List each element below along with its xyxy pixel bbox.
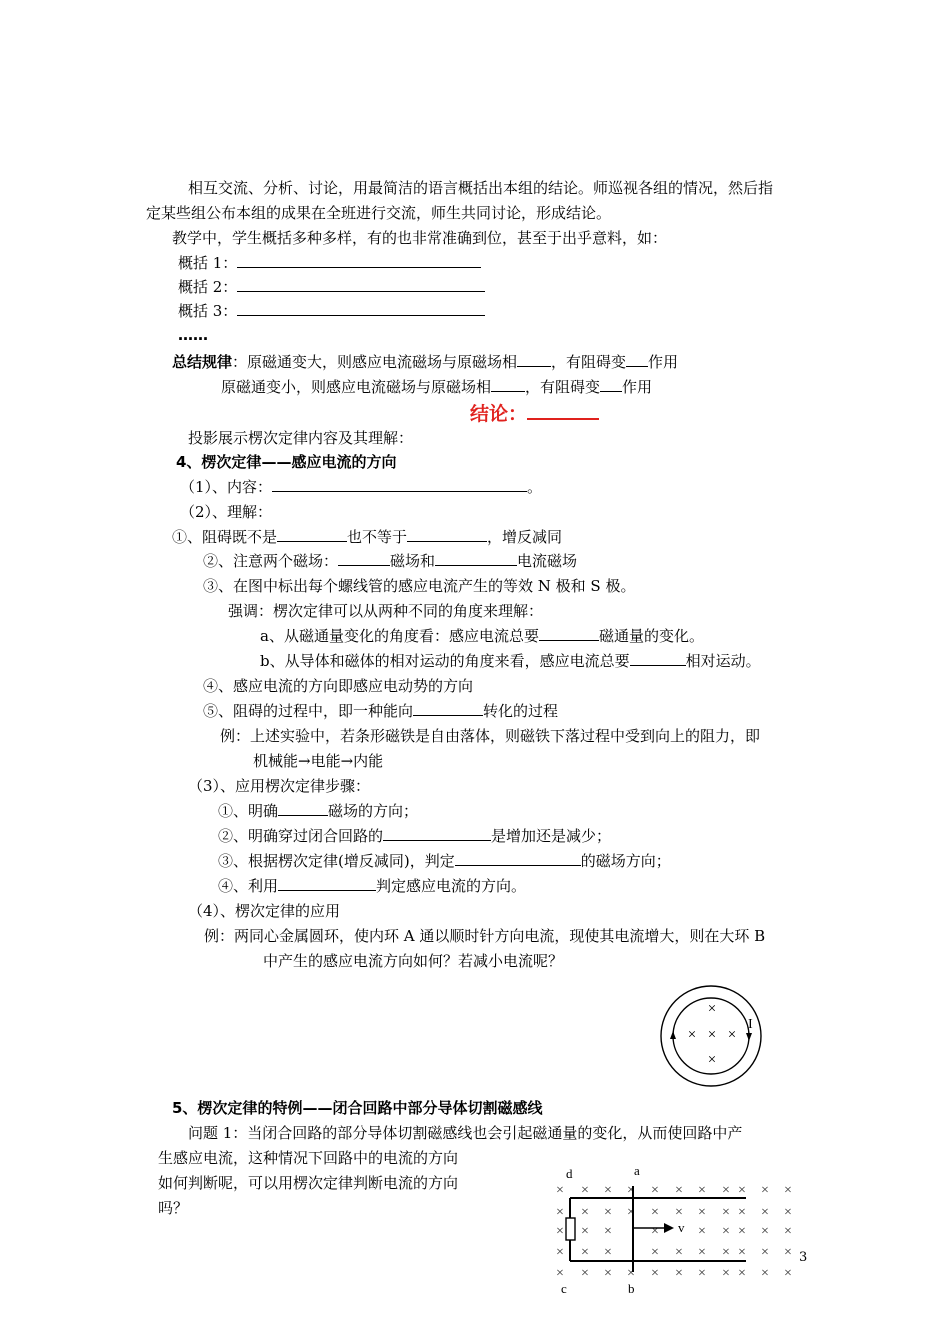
question-1-cont-1: 生感应电流，这种情况下回路中的电流的方向 (158, 1149, 459, 1167)
svg-text:×: × (784, 1183, 792, 1198)
svg-text:×: × (784, 1205, 792, 1220)
svg-text:×: × (651, 1205, 659, 1220)
para-1: 相互交流、分析、讨论，用最简洁的语言概括出本组的结论。师巡视各组的情况，然后指 (188, 179, 774, 197)
svg-text:×: × (556, 1266, 564, 1281)
svg-text:×: × (722, 1224, 730, 1239)
svg-text:×: × (581, 1245, 589, 1260)
svg-text:×: × (784, 1224, 792, 1239)
svg-text:×: × (761, 1224, 769, 1239)
label-d: d (566, 1166, 573, 1181)
point-2: ②、注意两个磁场： 磁场和 电流磁场 (203, 552, 578, 570)
emphasis: 强调：楞次定律可以从两种不同的角度来理解： (228, 602, 544, 620)
svg-text:×: × (556, 1183, 564, 1198)
emphasis-b: b、从导体和磁体的相对运动的角度来看，感应电流总要 相对运动。 (260, 652, 761, 670)
summary-1: 概括 1： (178, 253, 481, 273)
svg-text:×: × (675, 1183, 683, 1198)
step-2: ②、明确穿过闭合回路的 是增加还是减少； (218, 827, 612, 845)
svg-text:×: × (784, 1266, 792, 1281)
ellipsis: …… (178, 326, 208, 344)
svg-text:×: × (738, 1266, 746, 1281)
svg-text:×: × (707, 1001, 717, 1017)
svg-text:×: × (556, 1245, 564, 1260)
svg-text:×: × (604, 1224, 612, 1239)
svg-text:×: × (722, 1266, 730, 1281)
svg-text:×: × (738, 1205, 746, 1220)
svg-text:×: × (727, 1027, 737, 1043)
svg-text:×: × (687, 1027, 697, 1043)
conclusion: 结论： (470, 400, 599, 426)
label-c: c (561, 1281, 567, 1296)
example-1-cont: 机械能→电能→内能 (253, 752, 384, 770)
section-5-title: 5、楞次定律的特例——闭合回路中部分导体切割磁感线 (172, 1099, 543, 1117)
svg-text:×: × (784, 1245, 792, 1260)
rule-line-2: 原磁通变小，则感应电流磁场与原磁场相 ，有阻碍变 作用 (221, 378, 653, 396)
para-1-cont: 定某些组公布本组的成果在全班进行交流，师生共同讨论，形成结论。 (146, 204, 612, 222)
question-1-cont-3: 吗？ (158, 1199, 189, 1217)
projection-note: 投影展示楞次定律内容及其理解： (188, 429, 414, 447)
svg-text:×: × (707, 1052, 717, 1068)
label-b: b (628, 1281, 635, 1296)
step-1: ①、明确 磁场的方向； (218, 802, 419, 820)
label-a: a (634, 1163, 640, 1178)
svg-text:×: × (651, 1266, 659, 1281)
svg-text:×: × (698, 1245, 706, 1260)
point-3: ③、在图中标出每个螺线管的感应电流产生的等效 N 极和 S 极。 (203, 577, 636, 595)
svg-text:×: × (581, 1266, 589, 1281)
svg-text:×: × (738, 1245, 746, 1260)
current-label: I (748, 1017, 753, 1032)
summary-2: 概括 2： (178, 277, 485, 297)
example-2-cont: 中产生的感应电流方向如何？若减小电流呢？ (263, 952, 564, 970)
question-1-cont-2: 如何判断呢，可以用楞次定律判断电流的方向 (158, 1174, 459, 1192)
svg-text:×: × (581, 1224, 589, 1239)
emphasis-a: a、从磁通量变化的角度看：感应电流总要 磁通量的变化。 (260, 627, 704, 645)
point-4: ④、感应电流的方向即感应电动势的方向 (203, 677, 474, 695)
step-3: ③、根据楞次定律(增反减同)，判定 的磁场方向； (218, 852, 671, 870)
svg-text:×: × (581, 1183, 589, 1198)
example-2: 例：两同心金属圆环，使内环 A 通以顺时针方向电流，现使其电流增大，则在大环 B (204, 927, 766, 945)
concentric-rings-figure (655, 984, 770, 1089)
svg-text:×: × (651, 1245, 659, 1260)
conductor-cutting-figure (548, 1160, 808, 1298)
svg-text:×: × (604, 1183, 612, 1198)
svg-text:×: × (604, 1245, 612, 1260)
svg-text:×: × (698, 1205, 706, 1220)
svg-text:×: × (698, 1266, 706, 1281)
para-2: 教学中，学生概括多种多样，有的也非常准确到位，甚至于出乎意料，如： (172, 229, 668, 247)
section-4-title: 4、楞次定律——感应电流的方向 (176, 453, 397, 471)
svg-text:×: × (738, 1224, 746, 1239)
svg-text:×: × (651, 1224, 659, 1239)
point-1: ①、阻碍既不是 也不等于 ，增反减同 (172, 528, 563, 546)
svg-text:×: × (627, 1266, 635, 1281)
example-1: 例：上述实验中，若条形磁铁是自由落体，则磁铁下落过程中受到向上的阻力，即 (220, 727, 761, 745)
svg-text:×: × (675, 1245, 683, 1260)
svg-text:×: × (581, 1205, 589, 1220)
svg-text:×: × (556, 1224, 564, 1239)
summary-3: 概括 3： (178, 301, 485, 321)
svg-text:×: × (627, 1205, 635, 1220)
point-5: ⑤、阻碍的过程中，即一种能向 转化的过程 (203, 702, 559, 720)
svg-text:×: × (627, 1183, 635, 1198)
steps-heading: （3）、应用楞次定律步骤： (188, 777, 371, 795)
application-heading: （4）、楞次定律的应用 (188, 902, 341, 920)
step-4: ④、利用 判定感应电流的方向。 (218, 877, 527, 895)
label-v: v (678, 1220, 685, 1235)
svg-text:×: × (761, 1245, 769, 1260)
svg-text:×: × (722, 1183, 730, 1198)
svg-text:×: × (761, 1205, 769, 1220)
svg-text:×: × (651, 1183, 659, 1198)
svg-text:×: × (698, 1224, 706, 1239)
svg-text:×: × (722, 1245, 730, 1260)
svg-text:×: × (675, 1266, 683, 1281)
svg-text:×: × (556, 1205, 564, 1220)
understanding-heading: （2）、理解： (180, 503, 273, 521)
svg-text:×: × (761, 1266, 769, 1281)
svg-text:×: × (738, 1183, 746, 1198)
question-1: 问题 1：当闭合回路的部分导体切割磁感线也会引起磁通量的变化，从而使回路中产 (188, 1124, 743, 1142)
svg-text:×: × (707, 1027, 717, 1043)
svg-text:×: × (722, 1205, 730, 1220)
rule-line-1: 总结规律：原磁通变大，则感应电流磁场与原磁场相 ，有阻碍变 作用 (172, 353, 679, 371)
svg-text:×: × (675, 1205, 683, 1220)
svg-text:×: × (604, 1266, 612, 1281)
content-line: （1）、内容： 。 (180, 478, 543, 496)
svg-text:×: × (761, 1183, 769, 1198)
svg-text:×: × (698, 1183, 706, 1198)
svg-text:×: × (604, 1205, 612, 1220)
page-number: 3 (799, 1250, 808, 1265)
